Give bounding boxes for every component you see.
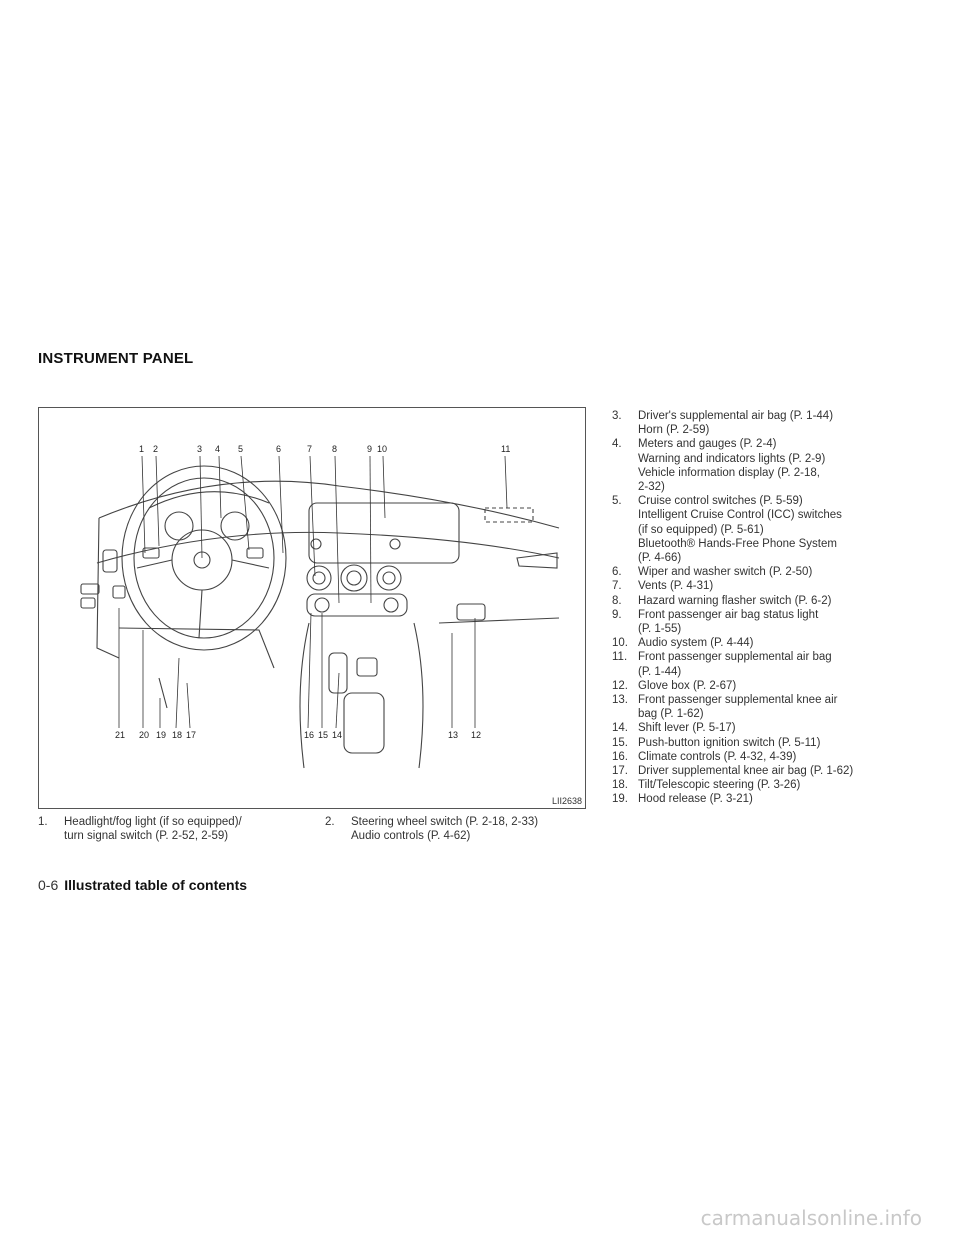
instrument-panel-figure [38, 407, 586, 809]
legend-item-text: Hood release (P. 3-21) [638, 793, 753, 806]
legend-item-number: 5. [612, 495, 622, 508]
legend-item-text: Glove box (P. 2-67) [638, 679, 737, 692]
legend-item-text: Audio system (P. 4-44) [638, 637, 754, 650]
legend-item-7 [612, 579, 912, 593]
legend-item-text: Meters and gauges (P. 2-4) [638, 438, 777, 451]
callout-10: 10 [377, 444, 388, 454]
callout-12: 12 [471, 730, 482, 740]
legend-item-text: Front passenger air bag status light [638, 608, 819, 621]
legend-item-number: 15. [612, 736, 628, 749]
callout-13: 13 [448, 730, 459, 740]
legend-item-13 [612, 693, 912, 721]
section-title: INSTRUMENT PANEL [38, 350, 194, 367]
legend-item-text: (P. 4-66) [638, 552, 682, 565]
legend-item-16 [612, 750, 912, 764]
legend-item-number: 10. [612, 637, 628, 650]
legend-item-text: Tilt/Telescopic steering (P. 3-26) [638, 779, 801, 792]
legend-item-number: 4. [612, 438, 622, 451]
callout-11: 11 [501, 444, 511, 454]
legend-item-19 [612, 792, 912, 806]
callout-1: 1 [139, 444, 145, 454]
callout-20: 20 [139, 730, 150, 740]
legend-item-text: Wiper and washer switch (P. 2-50) [638, 566, 813, 579]
legend-item-4 [612, 437, 912, 494]
legend-item-5 [612, 494, 912, 565]
callout-16: 16 [304, 730, 315, 740]
legend-item-text: Hazard warning flasher switch (P. 6-2) [638, 594, 832, 607]
callout-21: 21 [115, 730, 126, 740]
legend-item-17 [612, 764, 912, 778]
legend-item-number: 8. [612, 594, 622, 607]
legend-item-number: 11. [612, 651, 628, 664]
page-footer [38, 877, 247, 893]
callout-7: 7 [307, 444, 313, 454]
legend-item-text: Cruise control switches (P. 5-59) [638, 495, 803, 508]
footer-label: Illustrated table of contents [64, 877, 248, 893]
legend-item-number: 1. [38, 816, 48, 828]
legend-item-8 [612, 594, 912, 608]
legend-item-text: Steering wheel switch (P. 2-18, 2-33) [351, 816, 539, 828]
legend-item-text: Warning and indicators lights (P. 2-9) [638, 452, 826, 465]
legend-item-text: (if so equipped) (P. 5-61) [638, 523, 764, 536]
legend-item-text: Front passenger supplemental air bag [638, 651, 832, 664]
legend-item-number: 2. [325, 816, 335, 828]
legend-item-text: Driver's supplemental air bag (P. 1-44) [638, 410, 834, 422]
callout-14: 14 [332, 730, 343, 740]
legend-item-text: Driver supplemental knee air bag (P. 1-62) [638, 765, 854, 778]
legend-item-number: 17. [612, 765, 628, 778]
legend-item-text: Headlight/fog light (if so equipped)/ [64, 816, 242, 828]
legend-item-text: Climate controls (P. 4-32, 4-39) [638, 750, 797, 763]
legend-item-text: Bluetooth® Hands-Free Phone System [638, 537, 837, 550]
callout-9: 9 [367, 444, 373, 454]
legend-item-12 [612, 679, 912, 693]
legend-item-number: 6. [612, 566, 622, 579]
watermark: carmanualsonline.info [700, 1206, 922, 1230]
legend-item-number: 13. [612, 694, 628, 707]
legend-item-text: 2-32) [638, 481, 665, 494]
legend-item-6 [612, 565, 912, 579]
legend-item-9 [612, 608, 912, 636]
legend-item-number: 16. [612, 750, 628, 763]
legend-item-number: 3. [612, 410, 622, 422]
figure-id: LII2638 [551, 796, 582, 806]
legend-column-1 [38, 815, 303, 843]
legend-item-text: Shift lever (P. 5-17) [638, 722, 736, 735]
legend-column-2 [325, 815, 580, 843]
legend-column-3 [612, 409, 912, 807]
legend-item-text: turn signal switch (P. 2-52, 2-59) [64, 830, 229, 843]
legend-item-10 [612, 636, 912, 650]
legend-item-text: Front passenger supplemental knee air [638, 694, 838, 707]
callout-2: 2 [153, 444, 159, 454]
callout-4: 4 [215, 444, 221, 454]
callout-6: 6 [276, 444, 282, 454]
legend-item-text: bag (P. 1-62) [638, 708, 704, 721]
legend-item-text: (P. 1-55) [638, 623, 682, 636]
legend-item-15 [612, 736, 912, 750]
legend-item-text: Horn (P. 2-59) [638, 424, 710, 437]
instrument-panel-illustration [39, 408, 587, 810]
callout-8: 8 [332, 444, 338, 454]
legend-item-3 [612, 409, 912, 437]
legend-item-number: 14. [612, 722, 628, 735]
legend-item-number: 19. [612, 793, 628, 806]
legend-item-11 [612, 650, 912, 678]
legend-item-text: Push-button ignition switch (P. 5-11) [638, 736, 821, 749]
legend-item-text: (P. 1-44) [638, 665, 682, 678]
callout-17: 17 [186, 730, 197, 740]
legend-item-number: 7. [612, 580, 622, 593]
callout-15: 15 [318, 730, 329, 740]
legend-item-text: Intelligent Cruise Control (ICC) switches [638, 509, 842, 522]
legend-item-2 [325, 815, 580, 843]
callout-3: 3 [197, 444, 203, 454]
legend-item-text: Vents (P. 4-31) [638, 580, 714, 593]
legend-item-number: 12. [612, 679, 628, 692]
legend-item-text: Vehicle information display (P. 2-18, [638, 466, 820, 479]
callout-19: 19 [156, 730, 167, 740]
page-number: 0-6 [38, 877, 59, 893]
legend-item-number: 18. [612, 779, 628, 792]
legend-item-1 [38, 815, 303, 843]
callout-5: 5 [238, 444, 244, 454]
legend-item-text: Audio controls (P. 4-62) [351, 830, 471, 843]
legend-item-number: 9. [612, 608, 622, 621]
legend-item-18 [612, 778, 912, 792]
callout-18: 18 [172, 730, 183, 740]
legend-item-14 [612, 721, 912, 735]
